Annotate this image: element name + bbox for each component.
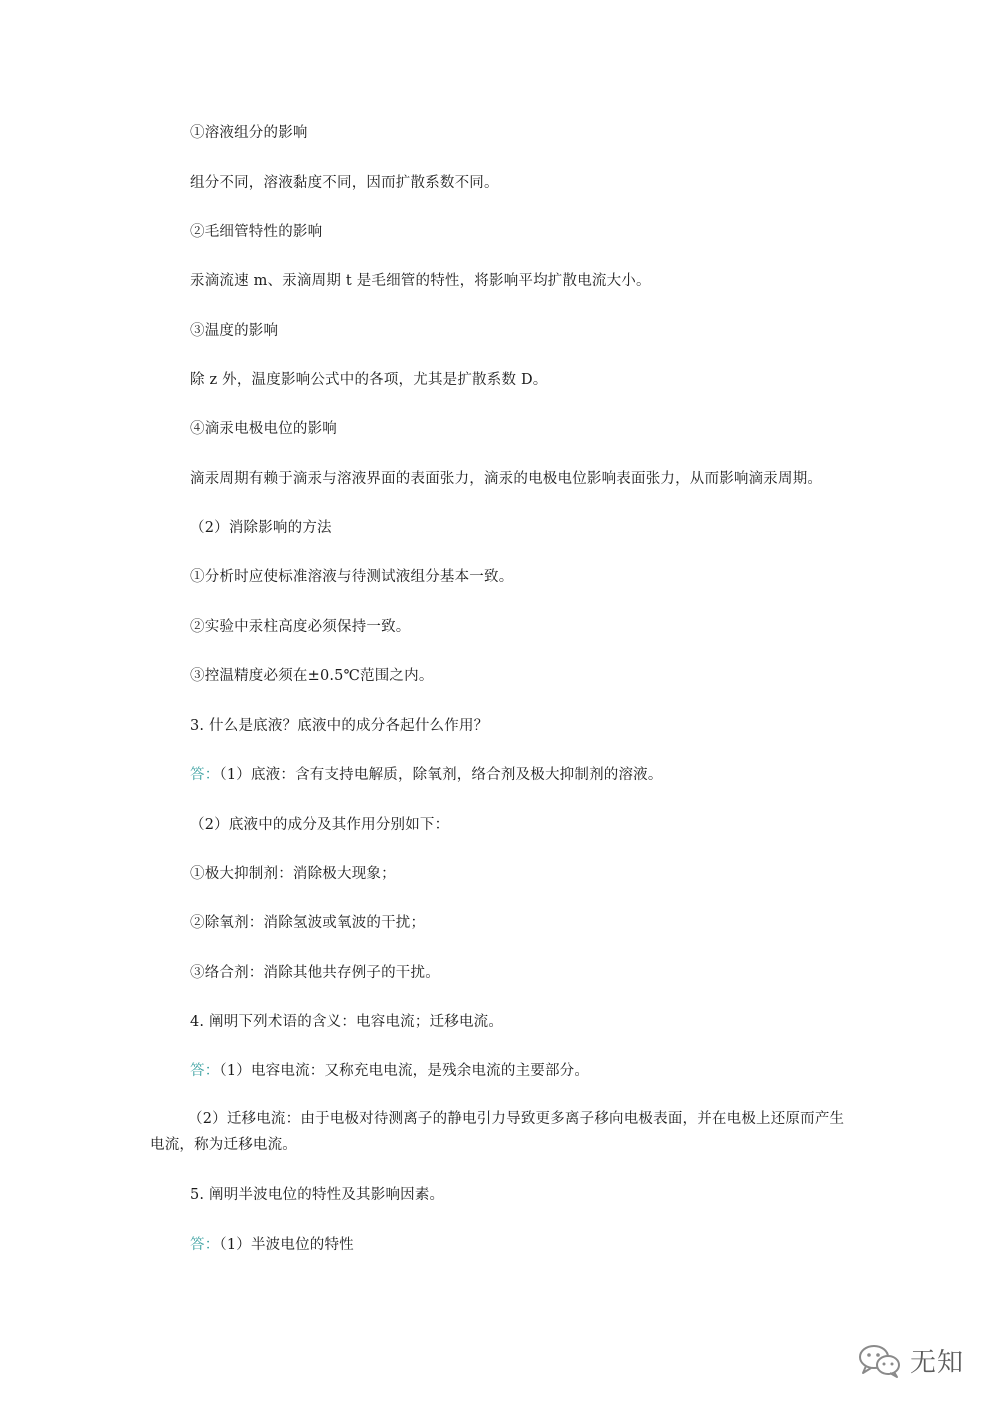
text-line: ②实验中汞柱高度必须保持一致。 [190, 619, 411, 635]
watermark-text: 无知 [910, 1348, 965, 1378]
answer-text: （1）电容电流：又称充电电流，是残余电流的主要部分。 [219, 1063, 590, 1079]
text-line: 除 z 外，温度影响公式中的各项，尤其是扩散系数 D。 [190, 372, 548, 388]
text-line: 组分不同，溶液黏度不同，因而扩散系数不同。 [190, 175, 499, 191]
paragraph: （2）迁移电流：由于电极对待测离子的静电引力导致更多离子移向电极表面，并在电极上还原而产生电流，称为迁移电流。 [150, 1111, 845, 1153]
text-line: ③温度的影响 [190, 323, 279, 339]
text-line: ①分析时应使标准溶液与待测试液组分基本一致。 [190, 569, 514, 585]
question-line: 4. 阐明下列术语的含义：电容电流；迁移电流。 [190, 1014, 504, 1030]
text-line: ①溶液组分的影响 [190, 125, 308, 141]
wechat-icon [858, 1343, 902, 1379]
text-line: ②毛细管特性的影响 [190, 224, 323, 240]
text-line: ①极大抑制剂：消除极大现象； [190, 866, 396, 882]
watermark [858, 1342, 964, 1379]
text-line: ②除氧剂：消除氢波或氧波的干扰； [190, 915, 426, 931]
text-line: （2）消除影响的方法 [190, 520, 332, 536]
text-line: （2）底液中的成分及其作用分别如下： [190, 817, 450, 833]
text-line: 滴汞周期有赖于滴汞与溶液界面的表面张力，滴汞的电极电位影响表面张力，从而影响滴汞周期。 [190, 471, 823, 487]
answer-line [190, 765, 663, 785]
text-line: ③控温精度必须在±0.5℃范围之内。 [190, 668, 434, 684]
text-line: ③络合剂：消除其他共存例子的干扰。 [190, 965, 440, 981]
answer-text: （1）半波电位的特性 [219, 1237, 354, 1253]
answer-text: （1）底液：含有支持电解质，除氧剂，络合剂及极大抑制剂的溶液。 [219, 767, 663, 783]
answer-label: 答： [190, 1063, 220, 1079]
answer-label: 答： [190, 1237, 220, 1253]
text-line: 汞滴流速 m、汞滴周期 t 是毛细管的特性，将影响平均扩散电流大小。 [190, 273, 651, 289]
text-line: ④滴汞电极电位的影响 [190, 421, 337, 437]
answer-label: 答： [190, 767, 220, 783]
question-line: 5. 阐明半波电位的特性及其影响因素。 [190, 1187, 445, 1203]
answer-line [190, 1235, 354, 1255]
answer-line [190, 1061, 589, 1081]
question-line: 3. 什么是底液？底液中的成分各起什么作用？ [190, 718, 489, 734]
